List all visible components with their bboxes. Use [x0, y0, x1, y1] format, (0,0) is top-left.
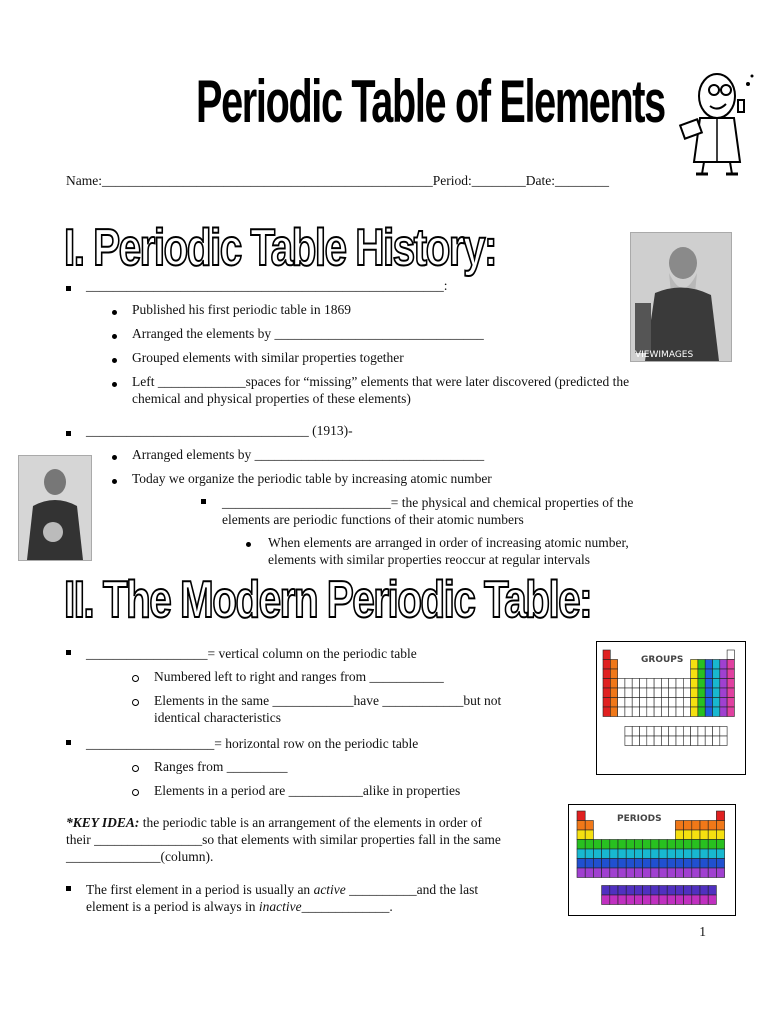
table-cell [647, 688, 654, 698]
table-cell [626, 895, 634, 905]
table-cell [651, 849, 659, 859]
table-cell [700, 840, 708, 850]
table-cell [661, 707, 668, 717]
table-cell [654, 707, 661, 717]
table-cell [700, 868, 708, 878]
periodic-law-line: _________________________= the physical and chemical properties of the [222, 495, 634, 510]
table-cell [684, 830, 692, 840]
groups-definition: __________________= vertical column on the periodic table [86, 646, 417, 661]
table-cell [661, 688, 668, 698]
table-cell [716, 830, 724, 840]
table-cell [683, 688, 690, 698]
table-cell [654, 688, 661, 698]
bullet-square-icon [66, 886, 71, 891]
table-cell [708, 821, 716, 831]
scientist-illustration [672, 70, 762, 180]
table-cell [720, 707, 727, 717]
table-cell [700, 886, 708, 896]
table-cell [716, 811, 724, 821]
bullet-circle-icon [132, 675, 139, 682]
table-cell [626, 849, 634, 859]
groups-point: Elements in the same ____________have ____________but not [154, 693, 502, 708]
groups-label: GROUPS [641, 655, 684, 665]
table-cell [610, 679, 617, 689]
table-cell [610, 859, 618, 869]
table-cell [634, 840, 642, 850]
table-cell [632, 698, 639, 708]
table-cell [698, 679, 705, 689]
table-cell [705, 679, 712, 689]
table-cell [603, 679, 610, 689]
table-cell [727, 707, 734, 717]
table-cell [720, 727, 727, 737]
table-cell [647, 727, 654, 737]
table-cell [625, 698, 632, 708]
table-cell [720, 669, 727, 679]
table-cell [700, 859, 708, 869]
table-cell [683, 698, 690, 708]
table-cell [651, 895, 659, 905]
table-cell [676, 698, 683, 708]
table-cell [691, 660, 698, 670]
table-cell [698, 688, 705, 698]
table-cell [698, 660, 705, 670]
bullet-dot-icon [112, 479, 117, 484]
table-cell [632, 679, 639, 689]
bullet-circle-icon [132, 789, 139, 796]
table-cell [698, 669, 705, 679]
table-cell [577, 821, 585, 831]
table-cell [603, 669, 610, 679]
table-cell [676, 688, 683, 698]
table-cell [610, 886, 618, 896]
table-cell [643, 886, 651, 896]
table-cell [708, 849, 716, 859]
table-cell [700, 821, 708, 831]
active-inactive-line [86, 882, 478, 898]
inactive-word: inactive [258, 899, 302, 914]
table-cell [705, 688, 712, 698]
table-cell [720, 736, 727, 746]
table-cell [675, 895, 683, 905]
table-cell [640, 679, 647, 689]
table-cell [618, 840, 626, 850]
table-cell [618, 698, 625, 708]
table-cell [684, 849, 692, 859]
table-cell [651, 859, 659, 869]
table-cell [659, 849, 667, 859]
table-cell [632, 736, 639, 746]
table-cell [675, 868, 683, 878]
table-cell [593, 849, 601, 859]
table-cell [618, 895, 626, 905]
table-cell [669, 698, 676, 708]
table-cell [643, 840, 651, 850]
table-cell [585, 859, 593, 869]
history-item-2: _________________________________ (1913)- [86, 423, 353, 438]
table-cell [640, 707, 647, 717]
table-cell [577, 830, 585, 840]
key-idea-line: ______________(column). [66, 849, 214, 864]
table-cell [602, 840, 610, 850]
table-cell [618, 868, 626, 878]
bullet-square-icon [66, 431, 71, 436]
bullet-dot-icon [112, 382, 117, 387]
table-cell [626, 859, 634, 869]
table-cell [610, 840, 618, 850]
text-part: element is a period is always in [86, 899, 259, 914]
table-cell [602, 849, 610, 859]
table-cell [577, 859, 585, 869]
bullet-dot-icon [246, 542, 251, 547]
table-cell [692, 849, 700, 859]
table-cell [720, 679, 727, 689]
table-cell [603, 660, 610, 670]
table-cell [716, 821, 724, 831]
key-idea-text: the periodic table is an arrangement of the elements in order of [139, 815, 483, 830]
table-cell [698, 727, 705, 737]
table-cell [610, 868, 618, 878]
table-cell [577, 868, 585, 878]
bullet-square-icon [66, 740, 71, 745]
table-cell [676, 679, 683, 689]
table-cell [659, 859, 667, 869]
table-cell [625, 736, 632, 746]
periodic-law-detail: elements with similar properties reoccur at regular intervals [268, 552, 591, 567]
periods-label: PERIODS [617, 814, 662, 824]
table-cell [692, 830, 700, 840]
table-cell [727, 660, 734, 670]
key-idea-line [66, 815, 482, 831]
table-cell [708, 859, 716, 869]
table-cell [585, 821, 593, 831]
table-cell [643, 859, 651, 869]
table-cell [669, 679, 676, 689]
table-cell [675, 859, 683, 869]
active-word: active [313, 882, 346, 897]
table-cell [683, 679, 690, 689]
table-cell [618, 688, 625, 698]
table-cell [643, 868, 651, 878]
table-cell [720, 698, 727, 708]
table-cell [610, 849, 618, 859]
table-cell [705, 669, 712, 679]
text-part: _____________. [301, 899, 393, 914]
history-point: Arranged the elements by _______________________________ [132, 326, 484, 341]
table-cell [651, 840, 659, 850]
table-cell [667, 859, 675, 869]
table-cell [713, 698, 720, 708]
table-cell [713, 736, 720, 746]
table-cell [654, 727, 661, 737]
table-cell [603, 698, 610, 708]
table-cell [675, 821, 683, 831]
table-cell [705, 660, 712, 670]
table-cell [640, 698, 647, 708]
table-cell [618, 859, 626, 869]
table-cell [667, 868, 675, 878]
table-cell [585, 840, 593, 850]
table-cell [691, 669, 698, 679]
table-cell [708, 895, 716, 905]
table-cell [700, 895, 708, 905]
table-cell [610, 707, 617, 717]
table-cell [602, 868, 610, 878]
table-cell [634, 895, 642, 905]
table-cell [691, 688, 698, 698]
text-part: __________and the last [345, 882, 479, 897]
table-cell [684, 840, 692, 850]
table-cell [618, 707, 625, 717]
table-cell [676, 727, 683, 737]
table-cell [632, 727, 639, 737]
history-point: Left _____________spaces for “missing” elements that were later discovered (predicted the [132, 374, 630, 389]
table-cell [676, 736, 683, 746]
table-cell [727, 650, 734, 660]
table-cell [684, 868, 692, 878]
bullet-dot-icon [112, 310, 117, 315]
table-cell [713, 679, 720, 689]
table-cell [713, 707, 720, 717]
table-cell [727, 669, 734, 679]
table-cell [669, 688, 676, 698]
table-cell [692, 886, 700, 896]
table-cell [661, 727, 668, 737]
moseley-photo [18, 455, 92, 561]
table-cell [705, 698, 712, 708]
table-cell [683, 727, 690, 737]
photo-watermark: VIEWIMAGES [635, 350, 694, 360]
groups-point: Numbered left to right and ranges from ___________ [154, 669, 444, 684]
table-cell [713, 669, 720, 679]
table-cell [618, 849, 626, 859]
table-cell [603, 650, 610, 660]
table-cell [593, 840, 601, 850]
history-point-cont: chemical and physical properties of these elements) [132, 391, 411, 406]
table-cell [634, 859, 642, 869]
bullet-circle-icon [132, 765, 139, 772]
bullet-square-icon [66, 650, 71, 655]
table-cell [659, 868, 667, 878]
active-inactive-line [86, 899, 393, 915]
periods-definition: ___________________= horizontal row on the periodic table [86, 736, 419, 751]
mendeleev-photo [630, 232, 732, 362]
table-cell [683, 707, 690, 717]
bullet-square-icon [201, 499, 206, 504]
table-cell [713, 688, 720, 698]
table-cell [691, 707, 698, 717]
table-cell [577, 840, 585, 850]
table-cell [603, 688, 610, 698]
bullet-dot-icon [112, 358, 117, 363]
table-cell [659, 840, 667, 850]
table-cell [640, 688, 647, 698]
table-cell [661, 736, 668, 746]
table-cell [610, 660, 617, 670]
table-cell [625, 679, 632, 689]
page-number: 1 [699, 924, 706, 939]
table-cell [643, 849, 651, 859]
table-cell [640, 736, 647, 746]
history-point: Published his first periodic table in 1869 [132, 302, 351, 317]
table-cell [692, 895, 700, 905]
table-cell [577, 811, 585, 821]
table-cell [691, 679, 698, 689]
groups-point-cont: identical characteristics [154, 710, 282, 725]
table-cell [669, 707, 676, 717]
periodic-law-line: elements are periodic functions of their atomic numbers [222, 512, 524, 527]
table-cell [698, 736, 705, 746]
key-idea-label: *KEY IDEA: [66, 815, 140, 830]
bullet-dot-icon [112, 455, 117, 460]
table-cell [692, 859, 700, 869]
bullet-circle-icon [132, 699, 139, 706]
table-cell [716, 868, 724, 878]
table-cell [647, 698, 654, 708]
table-cell [705, 707, 712, 717]
table-cell [716, 840, 724, 850]
text-part: The first element in a period is usually an [86, 882, 314, 897]
table-cell [610, 895, 618, 905]
periods-point: Elements in a period are ___________alike in properties [154, 783, 461, 798]
table-cell [625, 727, 632, 737]
table-cell [634, 849, 642, 859]
table-cell [618, 679, 625, 689]
table-cell [602, 859, 610, 869]
table-cell [667, 895, 675, 905]
table-cell [632, 688, 639, 698]
page-title: Periodic Table of Elements [196, 68, 665, 135]
table-cell [675, 849, 683, 859]
table-cell [632, 707, 639, 717]
table-cell [667, 849, 675, 859]
table-cell [684, 821, 692, 831]
table-cell [618, 886, 626, 896]
table-cell [602, 895, 610, 905]
table-cell [654, 736, 661, 746]
table-cell [626, 868, 634, 878]
table-cell [705, 736, 712, 746]
periods-point: Ranges from _________ [154, 759, 288, 774]
table-cell [716, 849, 724, 859]
table-cell [661, 698, 668, 708]
table-cell [625, 688, 632, 698]
bullet-dot-icon [112, 334, 117, 339]
table-cell [684, 859, 692, 869]
table-cell [659, 886, 667, 896]
table-cell [698, 698, 705, 708]
table-cell [727, 679, 734, 689]
periodic-law-detail: When elements are arranged in order of increasing atomic number, [268, 535, 629, 550]
table-cell [691, 698, 698, 708]
table-cell [700, 830, 708, 840]
table-cell [634, 868, 642, 878]
table-cell [654, 679, 661, 689]
table-cell [610, 669, 617, 679]
table-cell [691, 736, 698, 746]
table-cell [593, 859, 601, 869]
table-cell [669, 736, 676, 746]
table-cell [603, 707, 610, 717]
table-cell [640, 727, 647, 737]
table-cell [692, 868, 700, 878]
table-cell [626, 886, 634, 896]
table-cell [713, 660, 720, 670]
table-cell [727, 688, 734, 698]
table-cell [708, 840, 716, 850]
table-cell [643, 895, 651, 905]
table-cell [577, 849, 585, 859]
header-fields: Name:_________________________________________________Period:________Date:________ [66, 173, 609, 188]
table-cell [585, 868, 593, 878]
table-cell [708, 830, 716, 840]
key-idea-line: their ________________so that elements with similar properties fall in the same [66, 832, 501, 847]
table-cell [610, 688, 617, 698]
table-cell [651, 868, 659, 878]
table-cell [692, 821, 700, 831]
table-cell [675, 830, 683, 840]
table-cell [683, 736, 690, 746]
table-cell [610, 698, 617, 708]
moseley-point: Today we organize the periodic table by increasing atomic number [132, 471, 492, 486]
groups-table-graphic [596, 641, 746, 775]
table-cell [647, 679, 654, 689]
section1-heading: I. Periodic Table History: [64, 219, 497, 277]
history-item-1: _____________________________________________________: [86, 278, 448, 293]
table-cell [698, 707, 705, 717]
periods-table-graphic [568, 804, 736, 916]
table-cell [667, 886, 675, 896]
table-cell [667, 840, 675, 850]
table-cell [675, 886, 683, 896]
table-cell [691, 727, 698, 737]
table-cell [669, 727, 676, 737]
history-point: Grouped elements with similar properties together [132, 350, 404, 365]
section2-heading: II. The Modern Periodic Table: [64, 571, 592, 629]
table-cell [705, 727, 712, 737]
bullet-square-icon [66, 286, 71, 291]
table-cell [676, 707, 683, 717]
table-cell [634, 886, 642, 896]
table-cell [659, 895, 667, 905]
table-cell [684, 895, 692, 905]
table-cell [692, 840, 700, 850]
table-cell [661, 679, 668, 689]
table-cell [684, 886, 692, 896]
table-cell [593, 868, 601, 878]
table-cell [647, 736, 654, 746]
table-cell [708, 868, 716, 878]
table-cell [651, 886, 659, 896]
table-cell [713, 727, 720, 737]
table-cell [654, 698, 661, 708]
table-cell [626, 840, 634, 850]
table-cell [585, 830, 593, 840]
table-cell [720, 660, 727, 670]
table-cell [647, 707, 654, 717]
table-cell [602, 886, 610, 896]
table-cell [727, 698, 734, 708]
table-cell [720, 688, 727, 698]
table-cell [708, 886, 716, 896]
table-cell [675, 840, 683, 850]
table-cell [625, 707, 632, 717]
table-cell [716, 859, 724, 869]
table-cell [585, 849, 593, 859]
moseley-point: Arranged elements by __________________________________ [132, 447, 485, 462]
table-cell [700, 849, 708, 859]
